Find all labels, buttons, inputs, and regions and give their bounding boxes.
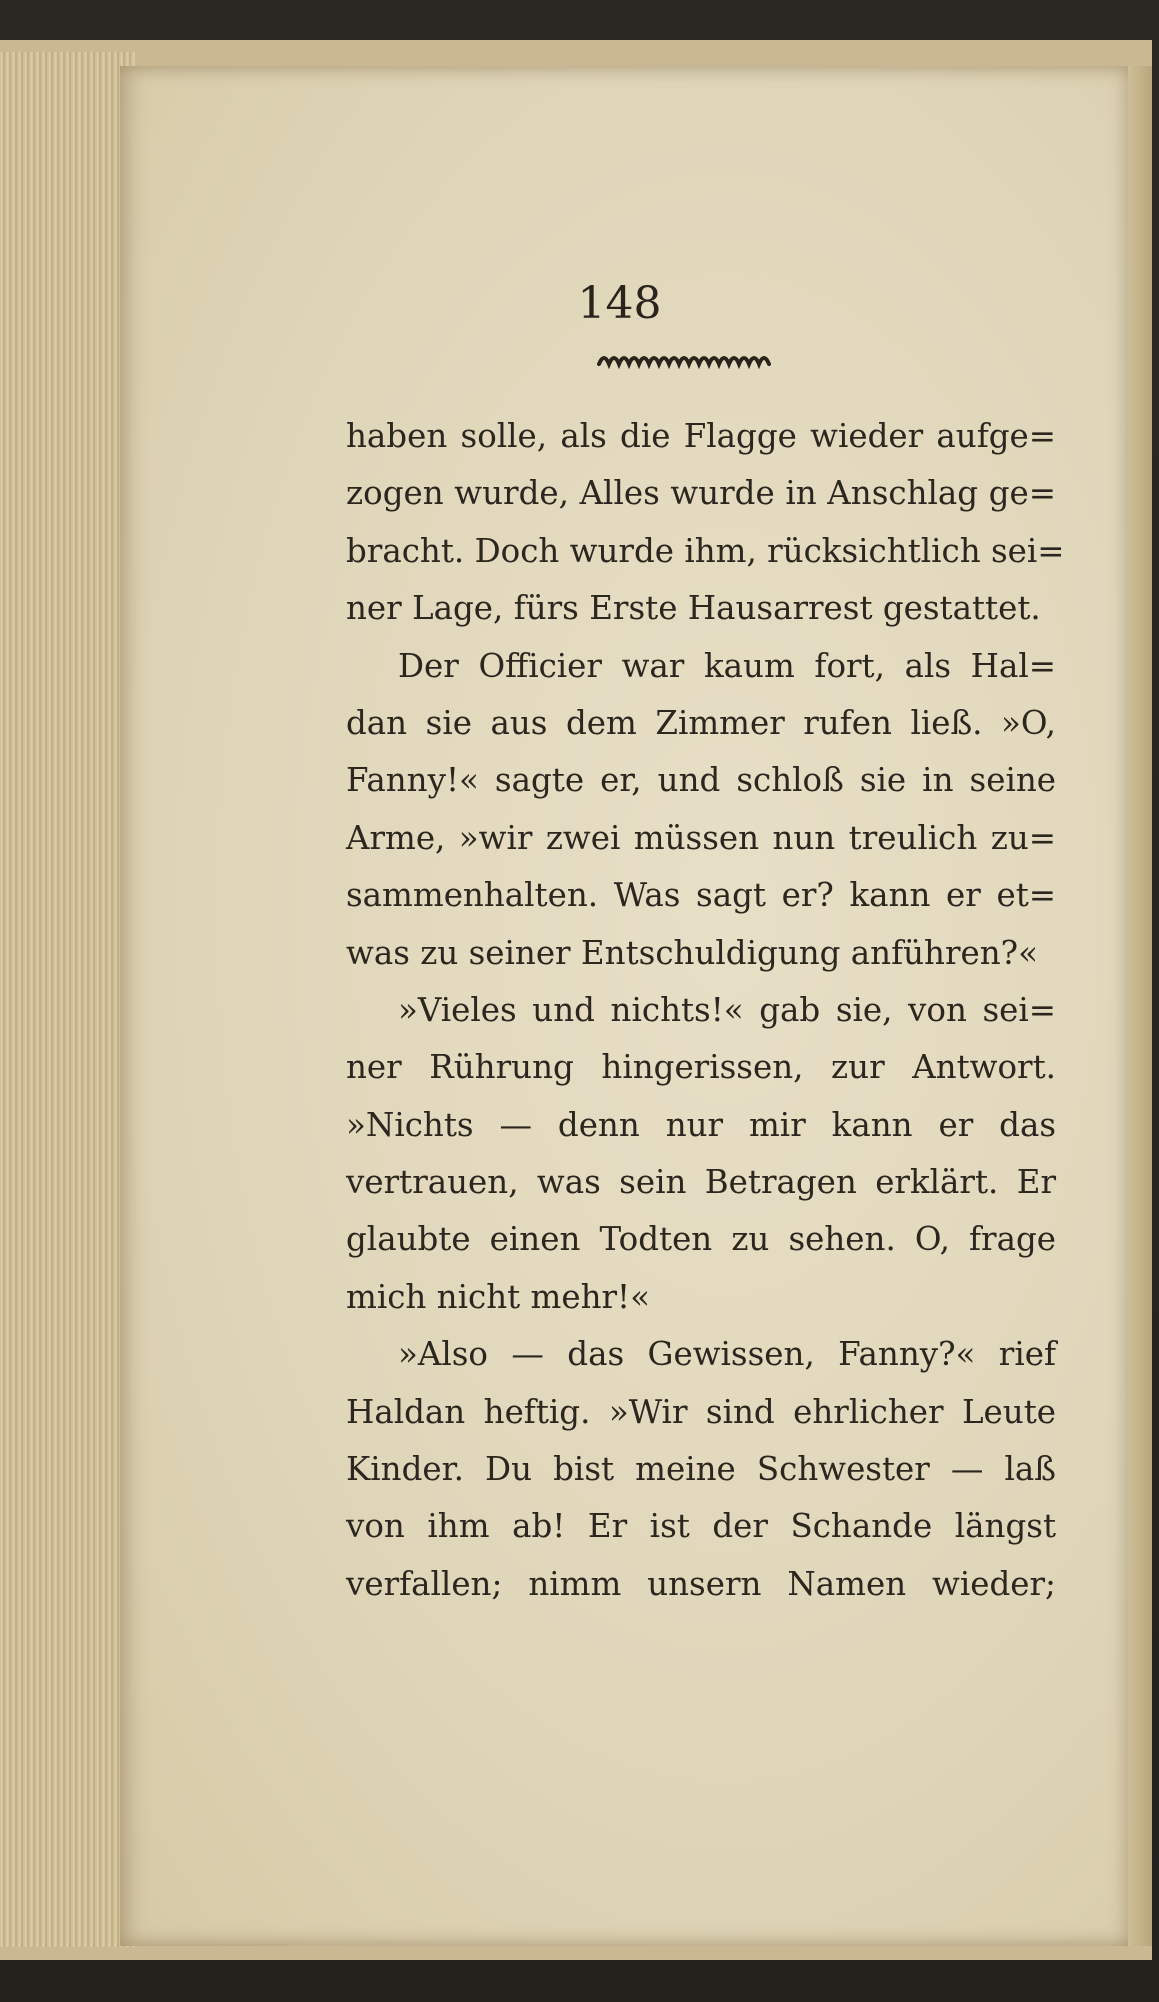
text-line: von ihm ab! Er ist der Schande längst: [346, 1507, 1056, 1546]
text-line: Arme, »wir zwei müssen nun treulich zu=: [346, 818, 1056, 857]
text-line: »Also — das Gewissen, Fanny?« rief: [398, 1335, 1056, 1374]
text-line: »Vieles und nichts!« gab sie, von sei=: [398, 990, 1056, 1029]
text-line: haben solle, als die Flagge wieder aufge=: [346, 417, 1056, 455]
stacked-page-edges: [0, 52, 135, 1947]
text-line: dan sie aus dem Zimmer rufen ließ. »O,: [346, 703, 1056, 742]
text-line: vertrauen, was sein Betragen erklärt. Er: [346, 1163, 1056, 1202]
text-line: ner Rührung hingerissen, zur Antwort.: [346, 1048, 1056, 1087]
text-line: mich nicht mehr!«: [346, 1277, 650, 1316]
text-line: Fanny!« sagte er, und schloß sie in seine: [346, 761, 1056, 800]
text-line: zogen wurde, Alles wurde in Anschlag ge=: [346, 474, 1056, 513]
body-text: [346, 408, 1065, 1613]
text-line: ner Lage, fürs Erste Hausarrest gestattet.: [346, 589, 1041, 628]
text-line: verfallen; nimm unsern Namen wieder;: [346, 1564, 1056, 1603]
text-line: sammenhalten. Was sagt er? kann er et=: [346, 876, 1056, 915]
page-number: 148: [577, 278, 662, 329]
text-line: glaubte einen Todten zu sehen. O, frage: [346, 1220, 1056, 1259]
text-line: »Nichts — denn nur mir kann er das: [346, 1105, 1056, 1144]
text-line: was zu seiner Entschuldigung anführen?«: [346, 933, 1038, 972]
wave-ornament-icon: [597, 348, 775, 370]
text-line: Haldan heftig. »Wir sind ehrlicher Leute: [346, 1392, 1056, 1431]
text-line: bracht. Doch wurde ihm, rücksichtlich sei=: [346, 531, 1065, 570]
text-line: Kinder. Du bist meine Schwester — laß: [346, 1450, 1056, 1489]
text-line: Der Officier war kaum fort, als Hal=: [398, 646, 1056, 685]
page-gutter: [1128, 66, 1152, 1946]
